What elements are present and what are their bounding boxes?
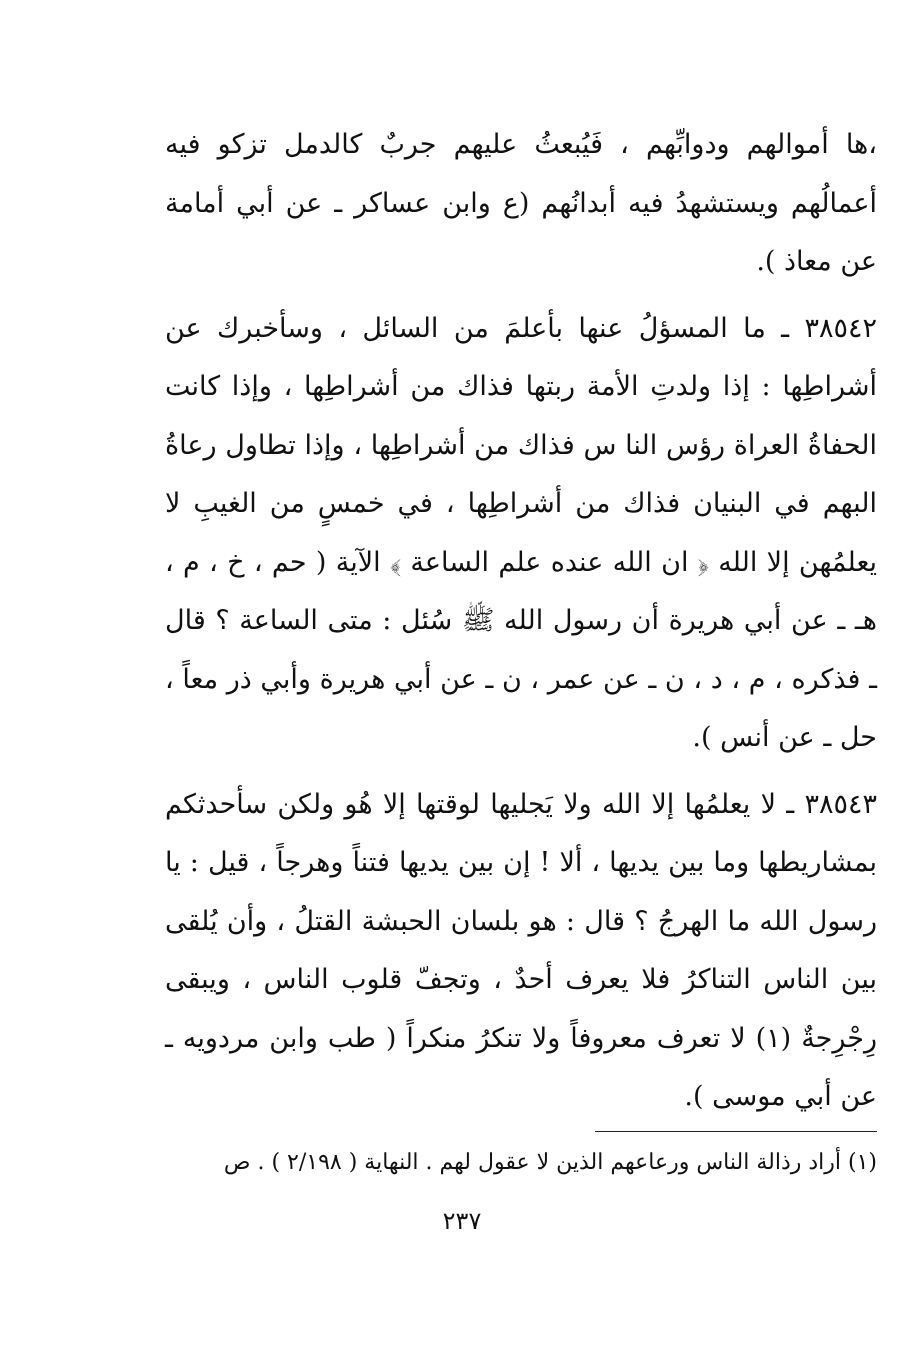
paragraph-38543: ٣٨٥٤٣ ـ لا يعلمُها إلا الله ولا يَجليها لوقتها إلا هُو ولكن سأحدثكم بمشاريطها وما بين يديها ، ألا ! إن بين يديها فتناً وهرجاً ، قيل : يا رسول الله ما الهرجُ ؟ قال : هو بلسان الحبشة القتلُ ، وأن يُلقى بين الناس التناكرُ فلا يعرف أحدٌ ، وتجفّ قلوب الناس ، ويبقى رِجْرِجةٌ (١) لا تعرف معروفاً ولا تنكرُ منكراً ( طب وابن مردويه ـ عن أبي موسى ). <box>165 788 877 1112</box>
paragraph-38542: ٣٨٥٤٢ ـ ما المسؤلُ عنها بأعلمَ من السائل ، وسأخبرك عن أشراطِها : إذا ولدتِ الأمة ربتها فذاك من أشراطِها ، وإذا كانت الحفاةُ العراة رؤس النا س فذاك من أشراطِها ، وإذا تطاول رعاةُ البهم في البنيان فذاك من أشراطِها ، في خمسٍ من الغيبِ لا يعلمُهن إلا الله ﴿ ان الله عنده علم الساعة ﴾ الآية ( حم ، خ ، م ، هـ ـ عن أبي هريرة أن رسول الله ﷺ سُئل : متى الساعة ؟ قال ـ فذكره ، م ، د ، ن ـ عن عمر ، ن ـ عن أبي هريرة وأبي ذر معاً ، حل ـ عن أنس ). <box>165 312 877 753</box>
footnote-divider <box>595 1131 877 1132</box>
page-number: ٢٣٧ <box>442 1207 482 1235</box>
footnote: (١) أراد رذالة الناس ورعاعهم الذين لا عقول لهم . النهاية ( ٢/١٩٨ ) . ص <box>223 1150 877 1175</box>
main-text <box>165 116 877 1135</box>
paragraph-continuation: ،ها أموالهم ودوابِّهم ، فَيُبعثُ عليهم جربٌ كالدمل تزكو فيه أعمالُهم ويستشهدُ فيه أبدانُهم (ع وابن عساكر ـ عن أبي أمامة عن معاذ ). <box>165 129 877 277</box>
